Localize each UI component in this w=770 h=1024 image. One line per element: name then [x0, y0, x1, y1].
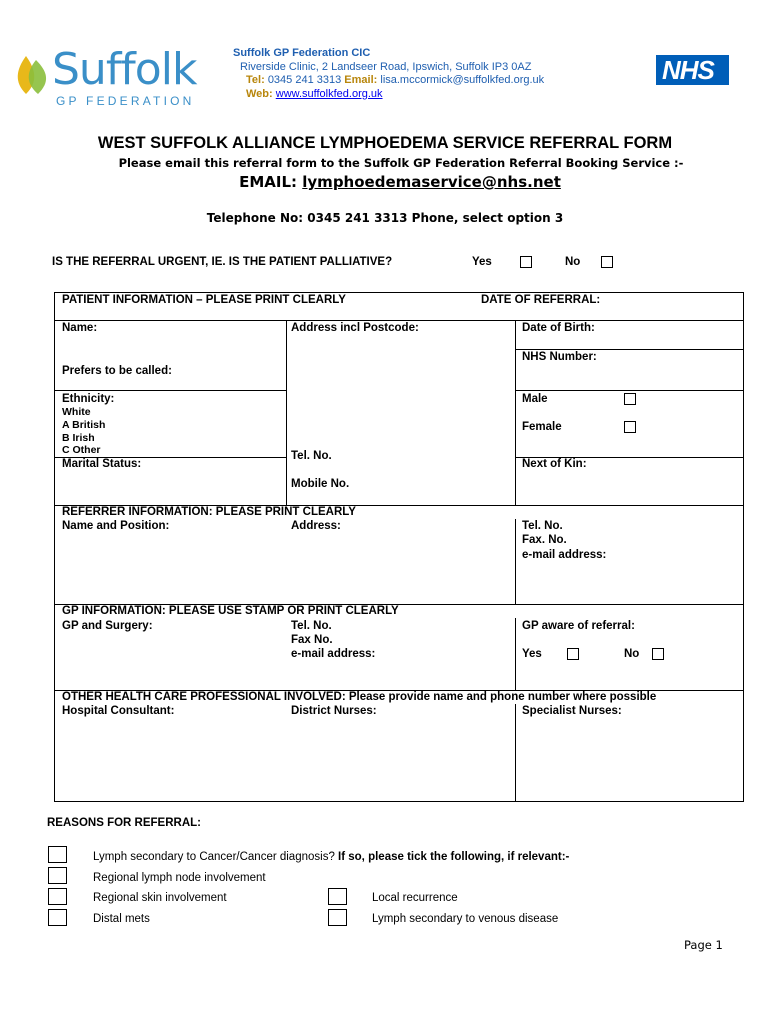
org-address: Riverside Clinic, 2 Landseer Road, Ipswich, Suffolk IP3 0AZ	[240, 61, 532, 73]
org-web-link[interactable]: www.suffolkfed.org.uk	[275, 88, 383, 100]
gp-aware-yes-label: Yes	[522, 648, 542, 660]
referrer-address-label: Address:	[291, 520, 341, 532]
consultant-label: Hospital Consultant:	[62, 705, 175, 717]
urgent-yes-checkbox[interactable]	[520, 256, 532, 268]
name-label: Name:	[62, 322, 98, 334]
referrer-fax-label: Fax. No.	[522, 534, 567, 546]
urgent-no-checkbox[interactable]	[601, 256, 613, 268]
urgent-yes-label: Yes	[472, 256, 492, 268]
gp-fax-label: Fax No.	[291, 634, 333, 646]
dob-label: Date of Birth:	[522, 322, 595, 334]
female-checkbox[interactable]	[624, 421, 636, 433]
district-nurses-label: District Nurses:	[291, 705, 377, 717]
page-number: Page 1	[684, 938, 723, 952]
org-tel: 0345 241 3313	[267, 74, 342, 86]
reason-skin: Regional skin involvement	[93, 892, 227, 904]
form-instruction: Please email this referral form to the Suffolk GP Federation Referral Booking Service :-	[118, 156, 684, 170]
female-label: Female	[522, 421, 562, 433]
tel-label: Tel:	[246, 74, 265, 86]
nhs-logo	[656, 55, 729, 85]
reason-cancer-checkbox[interactable]	[48, 846, 67, 863]
ethnicity-british: A British	[62, 419, 106, 431]
referrer-email-label: e-mail address:	[522, 549, 607, 561]
marital-status-label: Marital Status:	[62, 458, 142, 470]
reason-lymph-node: Regional lymph node involvement	[93, 872, 266, 884]
gp-aware-no-label: No	[624, 648, 640, 660]
reason-distal-checkbox[interactable]	[48, 909, 67, 926]
specialist-nurses-label: Specialist Nurses:	[522, 705, 622, 717]
reason-lymph-node-checkbox[interactable]	[48, 867, 67, 884]
gp-aware-no-checkbox[interactable]	[652, 648, 664, 660]
logo-subtitle: GP FEDERATION	[56, 94, 195, 108]
telephone-line: Telephone No: 0345 241 3313 Phone, select option 3	[206, 211, 564, 225]
reason-distal: Distal mets	[93, 913, 150, 925]
reason-cancer-note: If so, please tick the following, if relevant:-	[338, 851, 570, 863]
email-line	[0, 173, 770, 191]
logo-word: Suffolk	[52, 44, 197, 95]
tel-label-patient: Tel. No.	[291, 450, 332, 462]
male-checkbox[interactable]	[624, 393, 636, 405]
date-of-referral-label: DATE OF REFERRAL:	[481, 294, 601, 306]
male-label: Male	[522, 393, 548, 405]
referrer-tel-label: Tel. No.	[522, 520, 563, 532]
patient-heading: PATIENT INFORMATION – PLEASE PRINT CLEARLY	[62, 294, 346, 306]
urgent-question: IS THE REFERRAL URGENT, IE. IS THE PATIENT PALLIATIVE?	[52, 256, 393, 268]
address-label: Address incl Postcode:	[291, 322, 419, 334]
gp-surgery-label: GP and Surgery:	[62, 620, 153, 632]
reason-skin-checkbox[interactable]	[48, 888, 67, 905]
org-web-line	[246, 88, 383, 100]
service-email-link[interactable]: lymphoedemaservice@nhs.net	[302, 173, 561, 191]
suffolk-logo	[12, 44, 212, 110]
gp-email-label: e-mail address:	[291, 648, 376, 660]
nhs-number-label: NHS Number:	[522, 351, 597, 363]
reason-venous-checkbox[interactable]	[328, 909, 347, 926]
email-label: Email:	[344, 74, 378, 86]
leaf-icon	[12, 52, 54, 98]
prefers-label: Prefers to be called:	[62, 365, 172, 377]
next-of-kin-label: Next of Kin:	[522, 458, 587, 470]
gp-aware-label: GP aware of referral:	[522, 620, 635, 632]
reason-recurrence: Local recurrence	[372, 892, 458, 904]
ethnicity-white: White	[62, 406, 91, 418]
gp-aware-yes-checkbox[interactable]	[567, 648, 579, 660]
reason-recurrence-checkbox[interactable]	[328, 888, 347, 905]
nhs-logo-text: NHS	[662, 55, 714, 85]
form-title: WEST SUFFOLK ALLIANCE LYMPHOEDEMA SERVICE REFERRAL FORM	[97, 134, 673, 152]
org-name: Suffolk GP Federation CIC	[233, 47, 371, 59]
org-email: lisa.mccormick@suffolkfed.org.uk	[380, 74, 545, 86]
other-hcp-heading: OTHER HEALTH CARE PROFESSIONAL INVOLVED: Please provide name and phone number where possible	[62, 691, 657, 703]
reason-cancer	[93, 851, 569, 863]
email-label-main: EMAIL:	[239, 173, 298, 191]
org-tel-line	[246, 74, 544, 86]
referrer-heading: REFERRER INFORMATION: PLEASE PRINT CLEARLY	[62, 506, 356, 518]
ethnicity-irish: B Irish	[62, 432, 95, 444]
urgent-no-label: No	[565, 256, 581, 268]
reasons-heading: REASONS FOR REFERRAL:	[47, 817, 201, 829]
gp-tel-label: Tel. No.	[291, 620, 332, 632]
mobile-label: Mobile No.	[291, 478, 350, 490]
reason-venous: Lymph secondary to venous disease	[372, 913, 559, 925]
referrer-name-label: Name and Position:	[62, 520, 170, 532]
ethnicity-other: C Other	[62, 444, 101, 456]
gp-heading: GP INFORMATION: PLEASE USE STAMP OR PRINT CLEARLY	[62, 605, 399, 617]
web-label: Web:	[246, 88, 273, 100]
ethnicity-label: Ethnicity:	[62, 393, 115, 405]
reason-cancer-text: Lymph secondary to Cancer/Cancer diagnosis?	[93, 851, 335, 863]
